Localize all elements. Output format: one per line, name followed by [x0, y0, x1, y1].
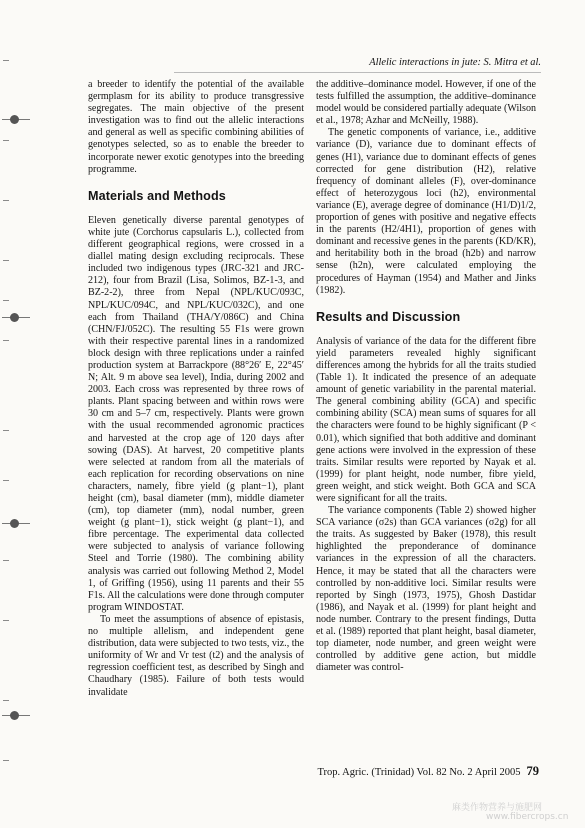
watermark-site-name: 麻类作物营养与施肥网: [452, 803, 543, 813]
left-column: [88, 79, 304, 699]
watermark-url: www.fibercrops.cn: [486, 812, 569, 822]
punch-hole-mark: [2, 115, 30, 124]
results-paragraph: Analysis of variance of the data for the different fibre yield parameters revealed highly significant differences among the hybrids for all the traits studied (Table 1). It indicated the presence of an adequate amount of genetic variability in the parental material. The general combining ability (GCA) and specific combining ability (SCA) mean sums of squares for all the characters were found to be highly significant (P < 0.01), which signified that both additive and dominant gene actions were involved in the expression of these traits. Similar results were reported by Nayak et al. (1999) for plant height, node number, fibre yield, green weight, and stick weight. Both GCA and SCA were significant for all the traits.: [316, 335, 536, 504]
running-title: Allelic interactions in jute: S. Mitra et al.: [369, 57, 541, 68]
section-heading-materials-methods: Materials and Methods: [88, 188, 226, 203]
body-paragraph: The genetic components of variance, i.e., additive variance (D), variance due to dominant effects of genes (H1), variance due to dominant effects of genes corrected for gene distribution (H2), relative frequency of dominant alleles (F), over-dominance effect of heterozygous loci (h2), environmental variance (E), average degree of dominance (H1/D)1/2, proportion of genes with positive and negative effects in the parents (H2/4H1), proportion of genes with dominant and recessive genes in the parents (KD/KR), and heritability both in the broad (h2b) and narrow sense (h2n), were calculated employing the procedures of Hayman (1954) and Mather and Jinks (1982).: [316, 127, 536, 296]
intro-paragraph: a breeder to identify the potential of the available germplasm for its ability to produce transgressive segregates. The main objective of the present investigation was to find out the allelic interactions and general as well as specific combining abilities of genotypes selected, so as to enable the breeder to incorporate newer exotic genotypes into the breeding programme.: [88, 79, 304, 175]
right-column: [316, 79, 536, 674]
punch-hole-mark: [2, 519, 30, 528]
page-number: 79: [526, 764, 539, 778]
methods-paragraph: Eleven genetically diverse parental genotypes of white jute (Corchorus capsularis L.), collected from different geographical regions, were crossed in a diallel mating design excluding reciprocals. These included two indigenous types (JRC-321 and JRC-212), four from Brazil (Lisa, Solimos, BZ-1-3, and BZ-2-2), three from Nepal (NPL/KUC/093C, NPL/KUC/094C, and NPL/KUC/032C), and one each from Thailand (THA/Y/086C) and China (CHN/FJ/052C). The resulting 55 F1s were grown with their respective parental lines in a randomized block design with three replications under a rainfed production system at Barrackpore (88°26′ E, 22°45′ N; Alt. 9 m above sea level), India, during 2002 and 2003. Each cross was represented by three rows of plants. Plant spacing between and within rows were 30 cm and 5–7 cm, respectively. Plants were grown with the usual recommended agronomic practices and harvested at the crop age of 120 days after sowing (DAS). At harvest, 20 competitive plants were selected at random from all the materials of each replication for recording observations on nine characters, namely, fibre yield (g plant−1), plant height (cm), basal diameter (mm), middle diameter (cm), top diameter (mm), nodal number, green weight (g plant−1), stick weight (g plant−1), and fibre percentage. The experimental data collected were subjected to analysis of variance following Steel and Torrie (1980). The combining ability analysis was carried out following Method 2, Model 1, of Griffing (1956), using 11 parents and their 55 F1s. All the calculations were done through computer program WINDOSTAT.: [88, 214, 304, 613]
page-footer: [317, 764, 539, 779]
body-paragraph: the additive–dominance model. However, if one of the tests fulfilled the assumption, the additive–dominance model would be considered partially adequate (Wilson et al., 1978; Azhar and McNeilly, 1988).: [316, 79, 536, 127]
methods-paragraph: To meet the assumptions of absence of epistasis, no multiple allelism, and independent gene distribution, data were subjected to two tests, viz., the uniformity of Wr and Vr test (t2) and the analysis of regression coefficient test, as described by Singh and Chaudhary (1985). Failure of both tests would invalidate: [88, 613, 304, 698]
binding-margin: [0, 0, 18, 828]
running-header: [369, 57, 541, 68]
results-paragraph: The variance components (Table 2) showed higher SCA variance (σ2s) than GCA variances (σ2g) for all the traits. As suggested by Baker (1978), this result highlighted the preponderance of dominance variances in the expression of all the characters. Hence, it may be stated that all the characters were controlled by non-additive loci. Similar results were reported by Singh (1973, 1975), Ghosh Dastidar (1986), and Nayak et al. (1999) for plant height and node number. Contrary to the present findings, Dutta et al. (1989) reported that plant height, basal diameter, top diameter, node number, and green weight were controlled by additive gene action, but middle diameter was control-: [316, 505, 536, 674]
punch-hole-mark: [2, 313, 30, 322]
journal-citation: Trop. Agric. (Trinidad) Vol. 82 No. 2 April 2005: [317, 767, 521, 778]
header-rule: [174, 72, 541, 73]
punch-hole-mark: [2, 711, 30, 720]
section-heading-results-discussion: Results and Discussion: [316, 309, 461, 324]
